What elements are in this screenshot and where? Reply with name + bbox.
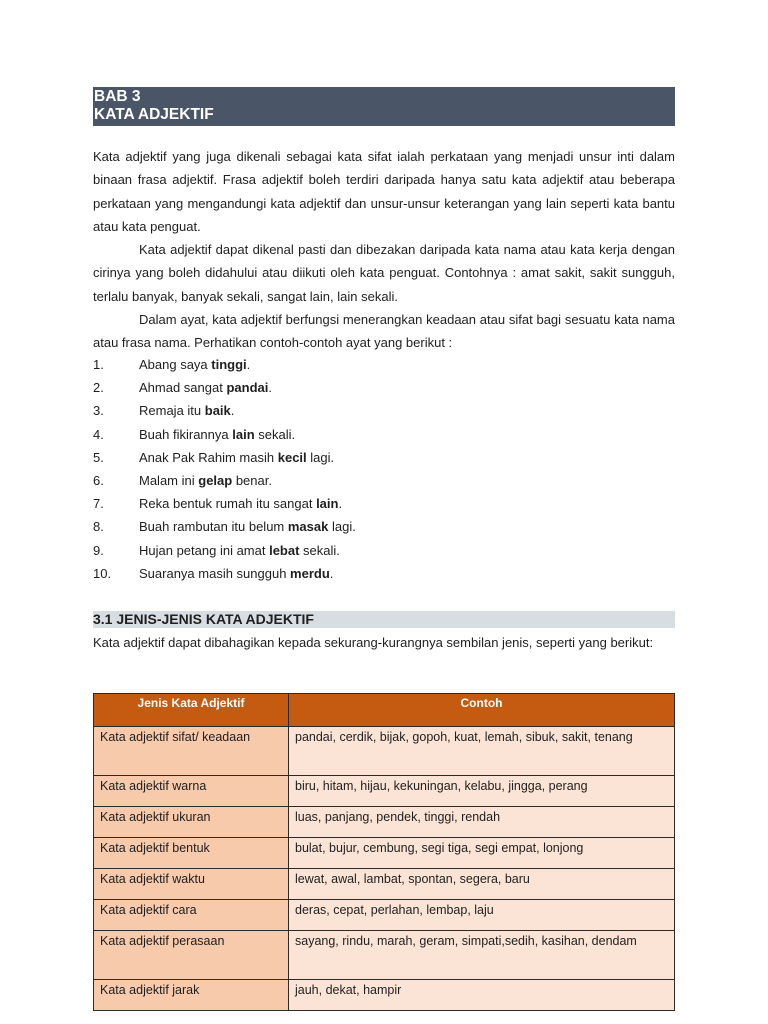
list-item: 6. Malam ini gelap benar.: [93, 473, 272, 489]
table-cell-jenis: Kata adjektif jarak: [94, 980, 289, 1011]
table-row: [94, 900, 675, 931]
section-intro-paragraph: Kata adjektif dapat dibahagikan kepada sekurang-kurangnya sembilan jenis, seperti yang berikut:: [93, 635, 654, 650]
list-item: 7. Reka bentuk rumah itu sangat lain.: [93, 496, 343, 512]
table-cell-jenis: Kata adjektif waktu: [94, 869, 289, 900]
list-item: 2. Ahmad sangat pandai.: [93, 380, 272, 396]
chapter-banner: [93, 87, 675, 126]
intro-paragraph-2: Kata adjektif dapat dikenal pasti dan dibezakan daripada kata nama atau kata kerja dengan cirinya yang boleh didahului atau diikuti oleh kata penguat. Contohnya : amat sakit, sakit sungguh, terlalu banyak, banyak sekali, sangat lain, lain sekali.: [93, 242, 675, 304]
table-cell-contoh: biru, hitam, hijau, kekuningan, kelabu, jingga, perang: [289, 776, 675, 807]
column-header-contoh: Contoh: [289, 694, 675, 727]
table-row: [94, 980, 675, 1011]
intro-paragraph-1: Kata adjektif yang juga dikenali sebagai kata sifat ialah perkataan yang menjadi unsur inti dalam binaan frasa adjektif. Frasa adjektif boleh terdiri daripada hanya satu kata adjektif atau beberapa perkataan yang mengandungi kata adjektif dan unsur-unsur keterangan yang lain seperti kata bantu atau kata penguat.: [93, 149, 675, 234]
table-row: [94, 807, 675, 838]
table-cell-contoh: jauh, dekat, hampir: [289, 980, 675, 1011]
list-item: 10. Suaranya masih sungguh merdu.: [93, 565, 334, 581]
table-cell-jenis: Kata adjektif warna: [94, 776, 289, 807]
table-cell-contoh: lewat, awal, lambat, spontan, segera, baru: [289, 869, 675, 900]
table-cell-contoh: pandai, cerdik, bijak, gopoh, kuat, lemah, sibuk, sakit, tenang: [289, 727, 675, 776]
table-row: [94, 869, 675, 900]
table-cell-jenis: Kata adjektif bentuk: [94, 838, 289, 869]
list-item: 8. Buah rambutan itu belum masak lagi.: [93, 519, 356, 535]
table-cell-jenis: Kata adjektif perasaan: [94, 931, 289, 980]
table-row: [94, 727, 675, 776]
section-heading: 3.1 JENIS-JENIS KATA ADJEKTIF: [93, 611, 675, 628]
table-header-row: [94, 694, 675, 727]
table-cell-contoh: sayang, rindu, marah, geram, simpati,sedih, kasihan, dendam: [289, 931, 675, 980]
chapter-title: KATA ADJEKTIF: [94, 106, 214, 123]
chapter-number: BAB 3: [94, 88, 141, 105]
list-item: 4. Buah fikirannya lain sekali.: [93, 426, 296, 442]
table-cell-contoh: bulat, bujur, cembung, segi tiga, segi empat, lonjong: [289, 838, 675, 869]
intro-text: [93, 145, 675, 355]
list-item: 5. Anak Pak Rahim masih kecil lagi.: [93, 449, 335, 465]
list-item: 9. Hujan petang ini amat lebat sekali.: [93, 542, 340, 558]
table-row: [94, 776, 675, 807]
section-intro: [93, 631, 675, 654]
table-cell-jenis: Kata adjektif cara: [94, 900, 289, 931]
column-header-jenis: Jenis Kata Adjektif: [94, 694, 289, 727]
table-cell-contoh: deras, cepat, perlahan, lembap, laju: [289, 900, 675, 931]
table-cell-contoh: luas, panjang, pendek, tinggi, rendah: [289, 807, 675, 838]
list-item: 1. Abang saya tinggi.: [93, 357, 251, 372]
example-sentence-list: [93, 353, 675, 585]
intro-paragraph-3: Dalam ayat, kata adjektif berfungsi menerangkan keadaan atau sifat bagi sesuatu kata nama atau frasa nama. Perhatikan contoh-contoh ayat yang berikut :: [93, 312, 675, 351]
table-cell-jenis: Kata adjektif ukuran: [94, 807, 289, 838]
table-row: [94, 931, 675, 980]
table-row: [94, 838, 675, 869]
table-cell-jenis: Kata adjektif sifat/ keadaan: [94, 727, 289, 776]
adjective-types-table: [93, 693, 675, 1011]
list-item: 3. Remaja itu baik.: [93, 403, 235, 419]
